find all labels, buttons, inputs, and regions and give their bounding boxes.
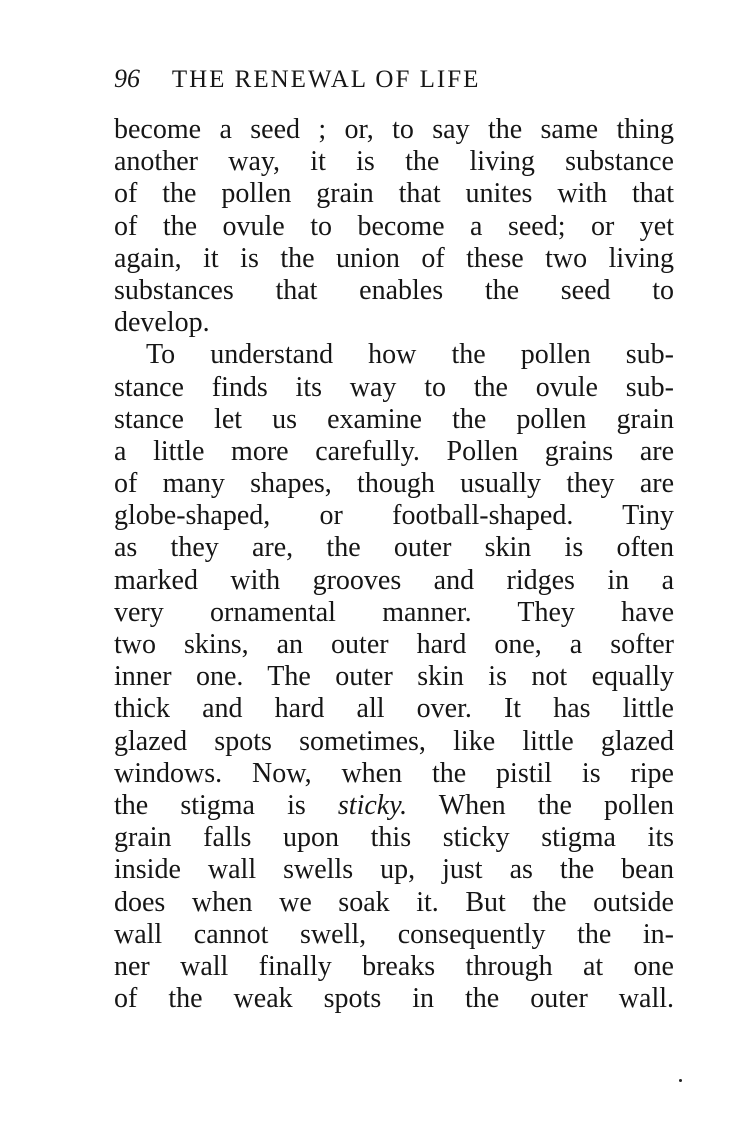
text-line: wall cannot swell, consequently the in- [114, 918, 674, 950]
text-line: inside wall swells up, just as the bean [114, 854, 674, 886]
text-line: a little more carefully. Pollen grains are [114, 435, 674, 467]
text-line: glazed spots sometimes, like little glazed [114, 725, 674, 757]
text-line: two skins, an outer hard one, a softer [114, 629, 674, 660]
running-head [114, 64, 674, 98]
text-line: marked with grooves and ridges in a [114, 564, 674, 596]
text-line: another way, it is the living substance [114, 146, 674, 178]
text-line: become a seed ; or, to say the same thing [114, 114, 674, 145]
text-line: ner wall finally breaks through at one [114, 950, 674, 982]
text-line: very ornamental manner. They have [114, 596, 674, 628]
running-title: THE RENEWAL OF LIFE [171, 66, 481, 93]
text-line: of many shapes, though usually they are [114, 468, 674, 500]
text-line: inner one. The outer skin is not equally [114, 661, 674, 693]
text-line: stance let us examine the pollen grain [114, 403, 674, 435]
text-line: as they are, the outer skin is often [114, 532, 674, 564]
text-line: again, it is the union of these two living [114, 242, 674, 274]
text-segment: When the pollen [407, 789, 674, 821]
page-number: 96 [114, 64, 140, 93]
text-line: globe-shaped, or football-shaped. Tiny [114, 500, 674, 532]
text-line: does when we soak it. But the outside [114, 886, 674, 918]
text-line: of the ovule to become a seed; or yet [114, 210, 674, 242]
text-line: grain falls upon this sticky stigma its [114, 822, 674, 854]
emphasized-word: sticky. [337, 789, 408, 821]
paragraph-first-line: To understand how the pollen sub- [146, 339, 674, 371]
text-line: thick and hard all over. It has little [114, 693, 674, 725]
text-line: substances that enables the seed to [114, 274, 674, 306]
body-text [114, 114, 674, 1015]
text-line: develop. [114, 307, 210, 339]
text-line: windows. Now, when the pistil is ripe [114, 757, 674, 789]
text-line: of the weak spots in the outer wall. [114, 983, 674, 1015]
text-segment: the stigma is [114, 789, 338, 821]
text-line-with-emphasis [114, 790, 674, 822]
ink-speck [679, 1079, 682, 1082]
text-line: of the pollen grain that unites with that [114, 178, 674, 210]
text-line: stance finds its way to the ovule sub- [114, 371, 674, 403]
